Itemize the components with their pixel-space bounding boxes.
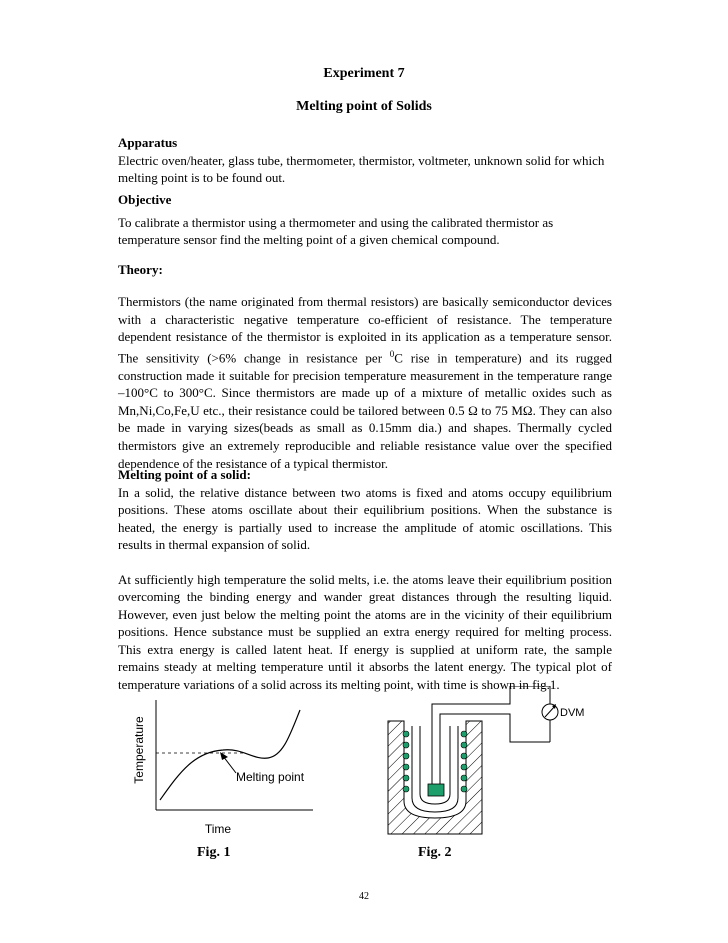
fig1-x-label: Time xyxy=(204,822,232,836)
melting-paragraph-2: At sufficiently high temperature the solid melts, i.e. the atoms leave their equilibrium position overcoming the binding energy and wander great distances through the resulting liquid. However, even just below the melting point the atoms are in the vicinity of their equilibrium positions. Hence substance must be supplied an extra energy required for melting process. This extra energy is called latent heat. If energy is supplied at uniform rate, the sample remains steady at melting temperature until it absorbs the latent energy. The typical plot of temperature variations of a solid across its melting point, with time is shown in fig.1. xyxy=(118,571,612,692)
theory-text-b: C rise in temperature) and its rugged construction made it suitable for precision temperature measurement in the temperature range –100°C to 300°C. Since thermistors are made up of a mixture of metallic oxides such as Mn,Ni,Co,Fe,U etc., their resistance could be tailored between 0.5 Ω to 75 MΩ. They can also be made in varying sizes(beads as small as 0.15mm dia.) and shapes. Thermally cycled thermistors give an extremely reproducible and reliable resistance value over the specified dependence of the resistance of a typical thermistor. xyxy=(118,350,613,471)
melting-paragraph-1: In a solid, the relative distance between two atoms is fixed and atoms occupy equilibrium positions. These atoms oscillate about their equilibrium positions. When the substance is heated, the energy is partially used to increase the amplitude of atomic oscillations. This results in thermal expansion of solid. xyxy=(118,484,612,552)
apparatus-text: Electric oven/heater, glass tube, thermometer, thermistor, voltmeter, unknown solid for which melting point is to be found out. xyxy=(118,152,605,185)
objective-heading: Objective xyxy=(118,192,172,207)
fig1-y-label: Temperature xyxy=(132,716,146,784)
fig2-caption: Fig. 2 xyxy=(418,845,452,860)
figure-1 xyxy=(128,690,328,840)
fig1-annotation: Melting point xyxy=(236,770,305,784)
fig1-temperature-curve xyxy=(160,710,300,800)
figure-2 xyxy=(380,686,620,846)
thermistor xyxy=(428,784,444,796)
melting-heading: Melting point of a solid: xyxy=(118,467,251,482)
theory-heading-text: Theory: xyxy=(118,262,163,277)
dvm-label: DVM xyxy=(560,707,585,719)
apparatus-heading: Apparatus xyxy=(118,135,178,150)
theory-superscript: 0 xyxy=(389,348,395,359)
theory-text-a: Thermistors (the name originated from thermal resistors) are basically semiconductor devices with a characteristic negative temperature co-efficient of resistance. The temperature dependent resistance of the thermistor is exploited in its application as a temperature sensor. The sensitivity (>6% change in resistance per xyxy=(118,294,612,366)
apparatus-section xyxy=(118,134,612,187)
fig1-arrow-line xyxy=(223,756,236,773)
objective-text: To calibrate a thermistor using a thermometer and using the calibrated thermistor as temperature sensor find the melting point of a given chemical compound. xyxy=(118,214,554,247)
page-title: Experiment 7 xyxy=(323,66,405,81)
melting-section xyxy=(118,466,612,693)
theory-paragraph xyxy=(118,293,612,472)
theory-heading xyxy=(118,261,612,279)
objective-section xyxy=(118,191,612,249)
fig1-caption: Fig. 1 xyxy=(197,845,231,860)
page-subtitle: Melting point of Solids xyxy=(296,99,432,114)
page-number: 42 xyxy=(359,891,369,902)
